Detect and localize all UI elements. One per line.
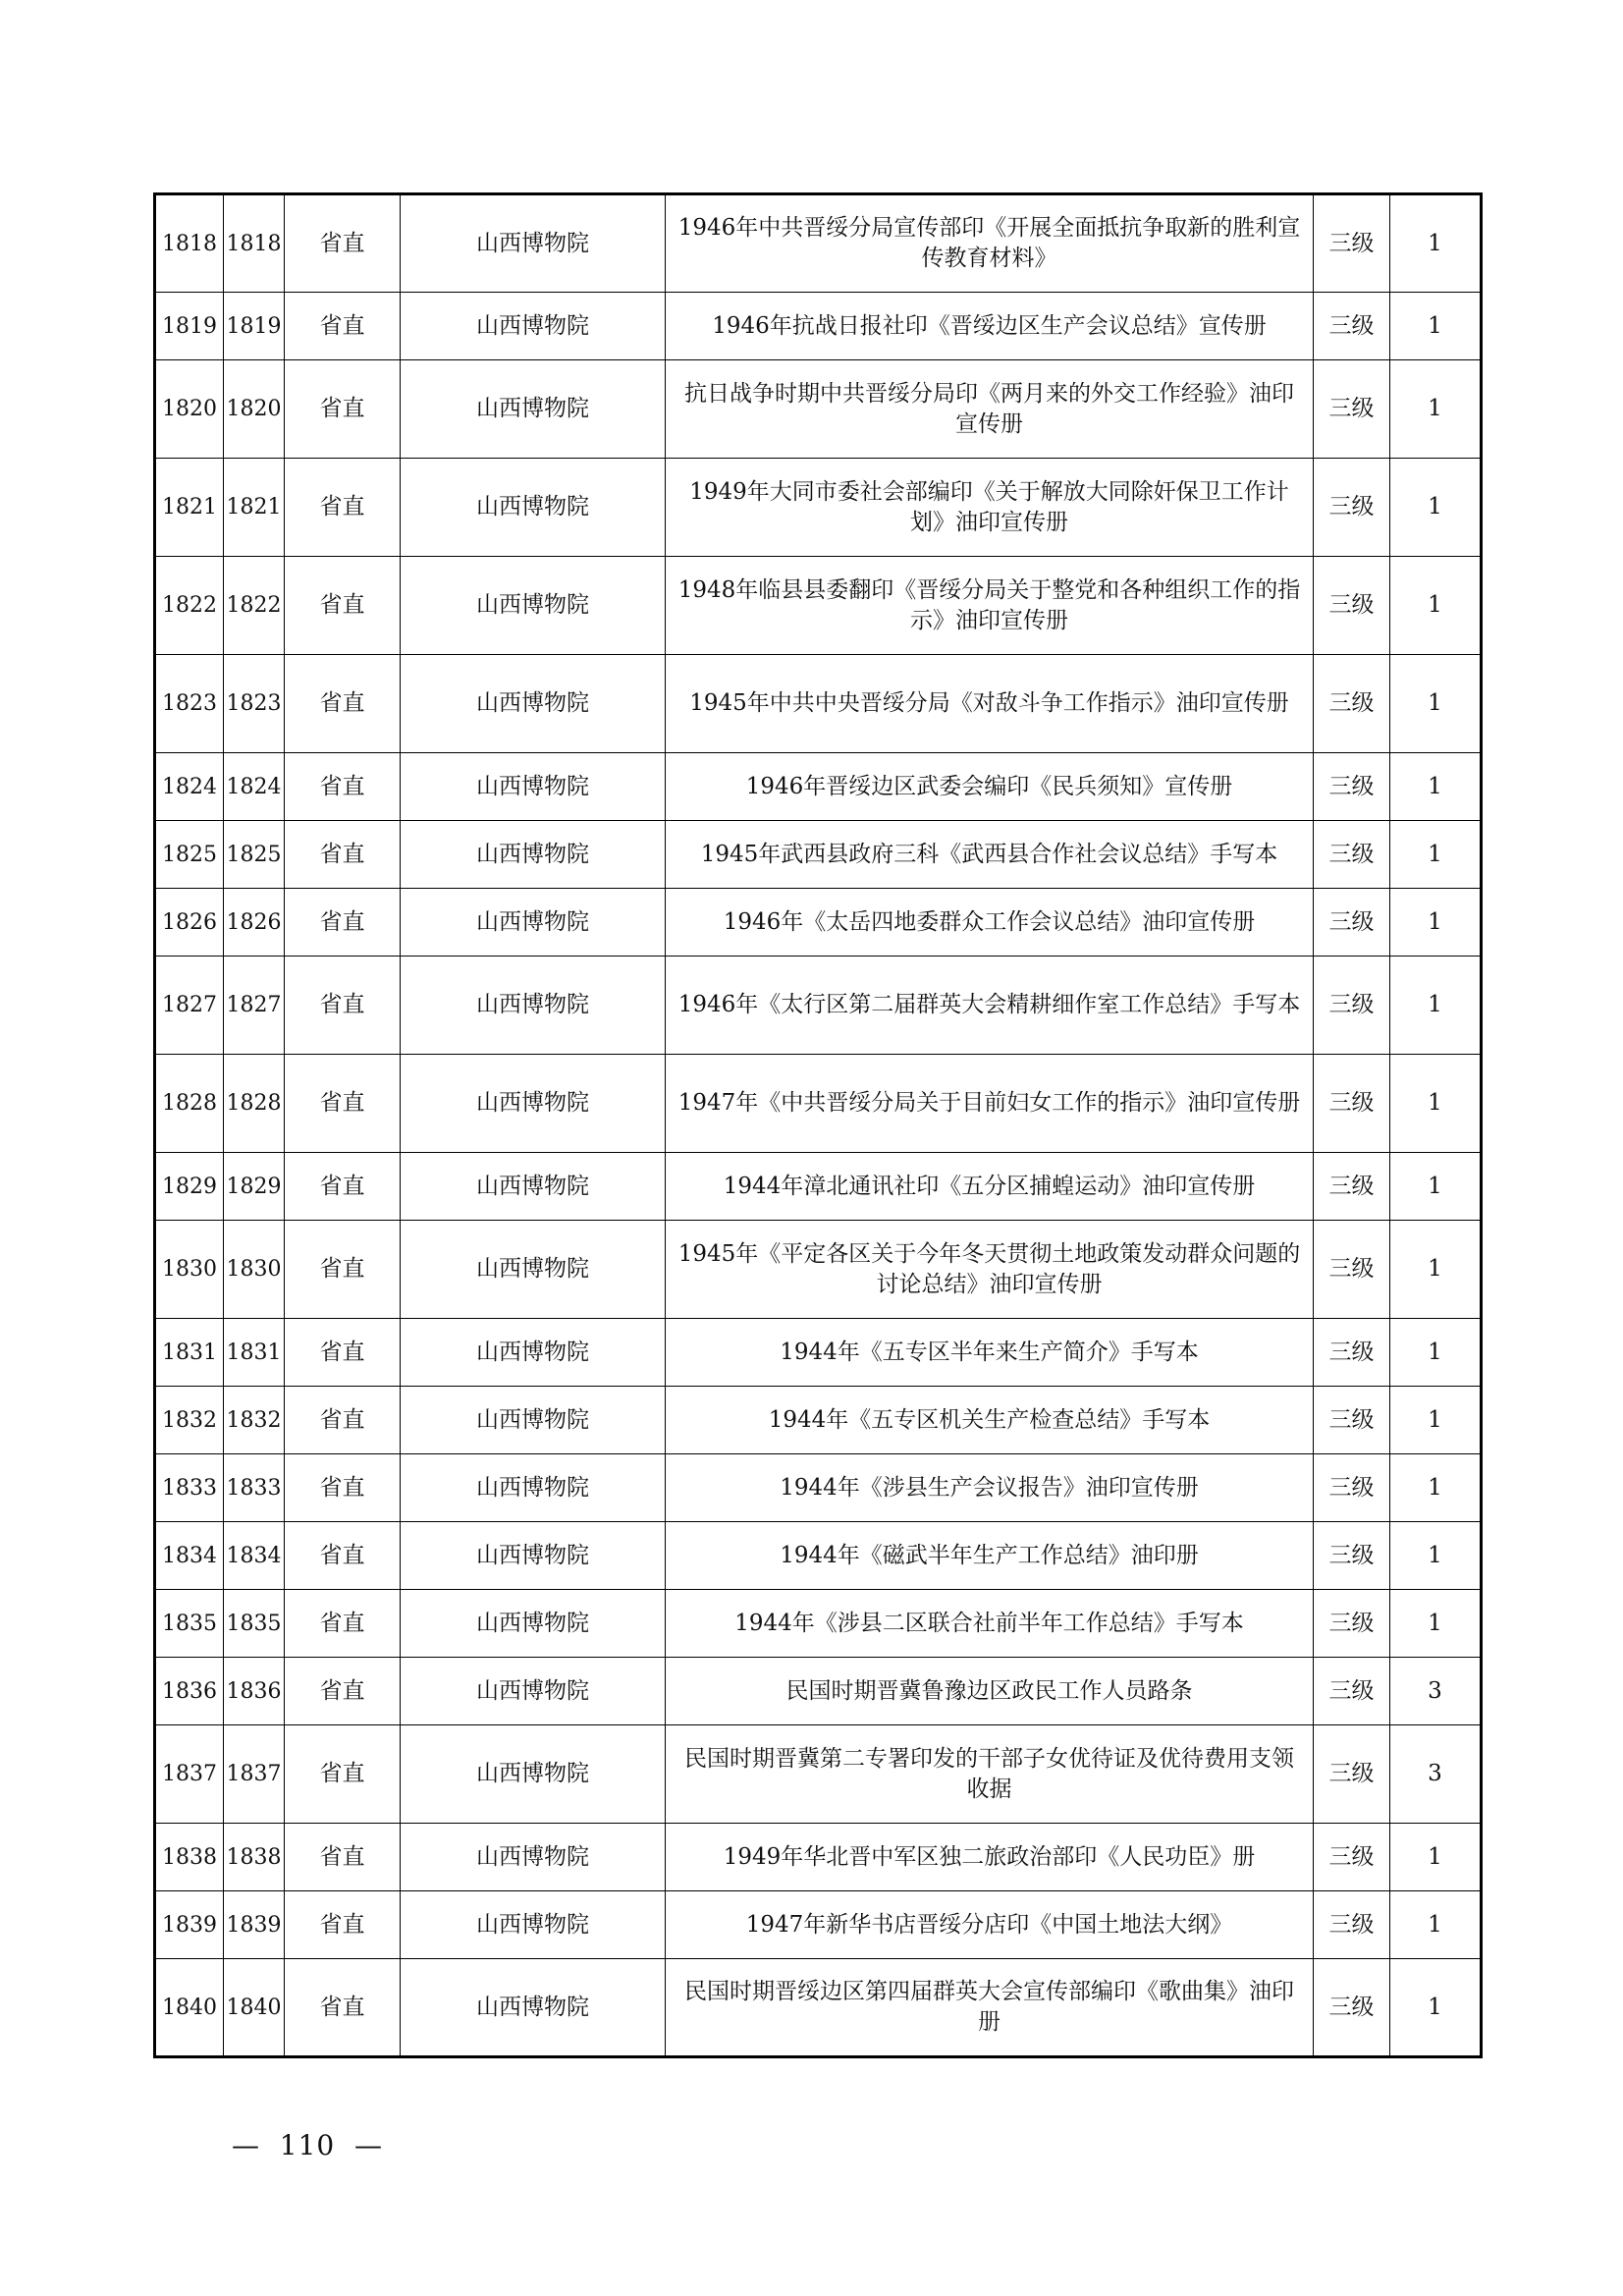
cell-category: 省直 [285, 753, 401, 821]
cell-title: 1947年《中共晋绥分局关于目前妇女工作的指示》油印宣传册 [666, 1055, 1314, 1153]
cell-unit: 山西博物院 [401, 1824, 666, 1891]
cell-category: 省直 [285, 1319, 401, 1387]
cell-level: 三级 [1314, 1891, 1390, 1959]
cell-title: 1948年临县县委翻印《晋绥分局关于整党和各种组织工作的指示》油印宣传册 [666, 557, 1314, 655]
cell-no: 1831 [224, 1319, 285, 1387]
cell-no: 1827 [224, 957, 285, 1055]
cell-no: 1834 [224, 1522, 285, 1590]
cell-title: 1949年大同市委社会部编印《关于解放大同除奸保卫工作计划》油印宣传册 [666, 459, 1314, 557]
table-row [155, 293, 1482, 360]
cell-category: 省直 [285, 557, 401, 655]
table-row [155, 1891, 1482, 1959]
cell-no: 1836 [224, 1658, 285, 1725]
cell-unit: 山西博物院 [401, 360, 666, 459]
cell-seq: 1839 [155, 1891, 224, 1959]
table-row [155, 655, 1482, 753]
cell-seq: 1819 [155, 293, 224, 360]
cell-unit: 山西博物院 [401, 1725, 666, 1824]
cell-no: 1828 [224, 1055, 285, 1153]
cell-category: 省直 [285, 1522, 401, 1590]
cell-level: 三级 [1314, 1590, 1390, 1658]
cell-level: 三级 [1314, 1319, 1390, 1387]
cell-unit: 山西博物院 [401, 957, 666, 1055]
cell-seq: 1827 [155, 957, 224, 1055]
cell-seq: 1833 [155, 1454, 224, 1522]
cell-seq: 1825 [155, 821, 224, 889]
cell-category: 省直 [285, 957, 401, 1055]
cell-seq: 1840 [155, 1959, 224, 2057]
cell-unit: 山西博物院 [401, 889, 666, 957]
cell-title: 1944年《涉县二区联合社前半年工作总结》手写本 [666, 1590, 1314, 1658]
cell-no: 1829 [224, 1153, 285, 1221]
cell-unit: 山西博物院 [401, 1454, 666, 1522]
cell-level: 三级 [1314, 1055, 1390, 1153]
cell-title: 1945年中共中央晋绥分局《对敌斗争工作指示》油印宣传册 [666, 655, 1314, 753]
table-row [155, 360, 1482, 459]
cell-no: 1839 [224, 1891, 285, 1959]
cell-unit: 山西博物院 [401, 1891, 666, 1959]
table-row [155, 1319, 1482, 1387]
cell-count: 1 [1390, 194, 1482, 293]
cell-seq: 1834 [155, 1522, 224, 1590]
cell-unit: 山西博物院 [401, 1590, 666, 1658]
cell-title: 1944年《涉县生产会议报告》油印宣传册 [666, 1454, 1314, 1522]
cell-category: 省直 [285, 821, 401, 889]
cell-no: 1826 [224, 889, 285, 957]
cell-category: 省直 [285, 1221, 401, 1319]
cell-title: 1944年《五专区机关生产检查总结》手写本 [666, 1387, 1314, 1454]
table-row [155, 1221, 1482, 1319]
cell-unit: 山西博物院 [401, 1658, 666, 1725]
cell-seq: 1828 [155, 1055, 224, 1153]
cell-title: 民国时期晋绥边区第四届群英大会宣传部编印《歌曲集》油印册 [666, 1959, 1314, 2057]
cell-title: 1946年《太岳四地委群众工作会议总结》油印宣传册 [666, 889, 1314, 957]
cell-seq: 1836 [155, 1658, 224, 1725]
cell-count: 1 [1390, 889, 1482, 957]
table-row [155, 1454, 1482, 1522]
cell-unit: 山西博物院 [401, 293, 666, 360]
cell-count: 1 [1390, 1221, 1482, 1319]
cell-count: 3 [1390, 1725, 1482, 1824]
cell-category: 省直 [285, 1891, 401, 1959]
cell-level: 三级 [1314, 1824, 1390, 1891]
cell-count: 1 [1390, 459, 1482, 557]
cell-no: 1824 [224, 753, 285, 821]
cell-seq: 1832 [155, 1387, 224, 1454]
cell-count: 1 [1390, 360, 1482, 459]
cell-level: 三级 [1314, 194, 1390, 293]
cell-category: 省直 [285, 1055, 401, 1153]
cell-unit: 山西博物院 [401, 821, 666, 889]
cell-count: 1 [1390, 557, 1482, 655]
cell-unit: 山西博物院 [401, 1055, 666, 1153]
cell-no: 1823 [224, 655, 285, 753]
cell-no: 1837 [224, 1725, 285, 1824]
cell-no: 1838 [224, 1824, 285, 1891]
cell-category: 省直 [285, 1824, 401, 1891]
cell-no: 1819 [224, 293, 285, 360]
cell-title: 民国时期晋冀鲁豫边区政民工作人员路条 [666, 1658, 1314, 1725]
cell-unit: 山西博物院 [401, 459, 666, 557]
table-row [155, 459, 1482, 557]
cell-level: 三级 [1314, 1454, 1390, 1522]
cell-level: 三级 [1314, 957, 1390, 1055]
cell-title: 1946年中共晋绥分局宣传部印《开展全面抵抗争取新的胜利宣传教育材料》 [666, 194, 1314, 293]
page-number: — 110 — [232, 2129, 384, 2161]
cell-count: 1 [1390, 1319, 1482, 1387]
cell-no: 1830 [224, 1221, 285, 1319]
cell-seq: 1822 [155, 557, 224, 655]
cell-count: 1 [1390, 1454, 1482, 1522]
cell-seq: 1818 [155, 194, 224, 293]
cell-level: 三级 [1314, 655, 1390, 753]
table-row [155, 1824, 1482, 1891]
cell-level: 三级 [1314, 821, 1390, 889]
cell-unit: 山西博物院 [401, 1522, 666, 1590]
table-row [155, 753, 1482, 821]
cell-count: 1 [1390, 753, 1482, 821]
cell-count: 1 [1390, 293, 1482, 360]
cell-level: 三级 [1314, 557, 1390, 655]
table-row [155, 957, 1482, 1055]
cell-unit: 山西博物院 [401, 1387, 666, 1454]
cell-no: 1821 [224, 459, 285, 557]
cell-title: 1944年《五专区半年来生产简介》手写本 [666, 1319, 1314, 1387]
cell-no: 1832 [224, 1387, 285, 1454]
cell-no: 1840 [224, 1959, 285, 2057]
cell-title: 1946年《太行区第二届群英大会精耕细作室工作总结》手写本 [666, 957, 1314, 1055]
cell-no: 1833 [224, 1454, 285, 1522]
cell-seq: 1821 [155, 459, 224, 557]
cell-category: 省直 [285, 1959, 401, 2057]
cell-category: 省直 [285, 1725, 401, 1824]
table-row [155, 821, 1482, 889]
cell-level: 三级 [1314, 360, 1390, 459]
cell-seq: 1835 [155, 1590, 224, 1658]
table-row [155, 1959, 1482, 2057]
table-row [155, 1590, 1482, 1658]
cell-level: 三级 [1314, 1658, 1390, 1725]
cell-unit: 山西博物院 [401, 1319, 666, 1387]
cell-category: 省直 [285, 360, 401, 459]
cell-count: 1 [1390, 957, 1482, 1055]
table-row [155, 1055, 1482, 1153]
cell-title: 1949年华北晋中军区独二旅政治部印《人民功臣》册 [666, 1824, 1314, 1891]
relics-register-table [153, 192, 1483, 2058]
cell-level: 三级 [1314, 293, 1390, 360]
cell-seq: 1826 [155, 889, 224, 957]
cell-unit: 山西博物院 [401, 655, 666, 753]
cell-title: 抗日战争时期中共晋绥分局印《两月来的外交工作经验》油印宣传册 [666, 360, 1314, 459]
cell-category: 省直 [285, 194, 401, 293]
cell-unit: 山西博物院 [401, 1959, 666, 2057]
cell-title: 1944年《磁武半年生产工作总结》油印册 [666, 1522, 1314, 1590]
cell-seq: 1820 [155, 360, 224, 459]
cell-category: 省直 [285, 1658, 401, 1725]
cell-unit: 山西博物院 [401, 194, 666, 293]
cell-title: 1946年晋绥边区武委会编印《民兵须知》宣传册 [666, 753, 1314, 821]
cell-level: 三级 [1314, 1522, 1390, 1590]
cell-count: 1 [1390, 1959, 1482, 2057]
cell-no: 1825 [224, 821, 285, 889]
table-row [155, 1153, 1482, 1221]
table-row [155, 1387, 1482, 1454]
table-row [155, 1522, 1482, 1590]
cell-level: 三级 [1314, 1221, 1390, 1319]
cell-category: 省直 [285, 1590, 401, 1658]
cell-seq: 1830 [155, 1221, 224, 1319]
cell-title: 1947年新华书店晋绥分店印《中国土地法大纲》 [666, 1891, 1314, 1959]
cell-count: 1 [1390, 1055, 1482, 1153]
cell-unit: 山西博物院 [401, 753, 666, 821]
cell-category: 省直 [285, 655, 401, 753]
cell-level: 三级 [1314, 459, 1390, 557]
cell-count: 1 [1390, 821, 1482, 889]
cell-no: 1835 [224, 1590, 285, 1658]
cell-seq: 1829 [155, 1153, 224, 1221]
cell-count: 3 [1390, 1658, 1482, 1725]
cell-count: 1 [1390, 1891, 1482, 1959]
cell-count: 1 [1390, 1153, 1482, 1221]
cell-count: 1 [1390, 655, 1482, 753]
cell-level: 三级 [1314, 1387, 1390, 1454]
cell-count: 1 [1390, 1824, 1482, 1891]
table-row [155, 1725, 1482, 1824]
cell-level: 三级 [1314, 889, 1390, 957]
cell-category: 省直 [285, 889, 401, 957]
cell-seq: 1823 [155, 655, 224, 753]
cell-category: 省直 [285, 1387, 401, 1454]
cell-unit: 山西博物院 [401, 557, 666, 655]
cell-level: 三级 [1314, 1725, 1390, 1824]
cell-count: 1 [1390, 1387, 1482, 1454]
table-row [155, 557, 1482, 655]
cell-title: 1945年武西县政府三科《武西县合作社会议总结》手写本 [666, 821, 1314, 889]
cell-no: 1818 [224, 194, 285, 293]
cell-category: 省直 [285, 293, 401, 360]
table-row [155, 194, 1482, 293]
cell-no: 1822 [224, 557, 285, 655]
cell-category: 省直 [285, 1153, 401, 1221]
cell-seq: 1837 [155, 1725, 224, 1824]
cell-seq: 1838 [155, 1824, 224, 1891]
cell-unit: 山西博物院 [401, 1221, 666, 1319]
cell-level: 三级 [1314, 1153, 1390, 1221]
table-row [155, 1658, 1482, 1725]
cell-title: 1946年抗战日报社印《晋绥边区生产会议总结》宣传册 [666, 293, 1314, 360]
cell-count: 1 [1390, 1590, 1482, 1658]
cell-count: 1 [1390, 1522, 1482, 1590]
cell-unit: 山西博物院 [401, 1153, 666, 1221]
cell-level: 三级 [1314, 753, 1390, 821]
cell-category: 省直 [285, 459, 401, 557]
cell-seq: 1824 [155, 753, 224, 821]
cell-seq: 1831 [155, 1319, 224, 1387]
cell-title: 民国时期晋冀第二专署印发的干部子女优待证及优待费用支领收据 [666, 1725, 1314, 1824]
table-row [155, 889, 1482, 957]
cell-level: 三级 [1314, 1959, 1390, 2057]
cell-category: 省直 [285, 1454, 401, 1522]
cell-no: 1820 [224, 360, 285, 459]
cell-title: 1944年漳北通讯社印《五分区捕蝗运动》油印宣传册 [666, 1153, 1314, 1221]
cell-title: 1945年《平定各区关于今年冬天贯彻土地政策发动群众问题的讨论总结》油印宣传册 [666, 1221, 1314, 1319]
